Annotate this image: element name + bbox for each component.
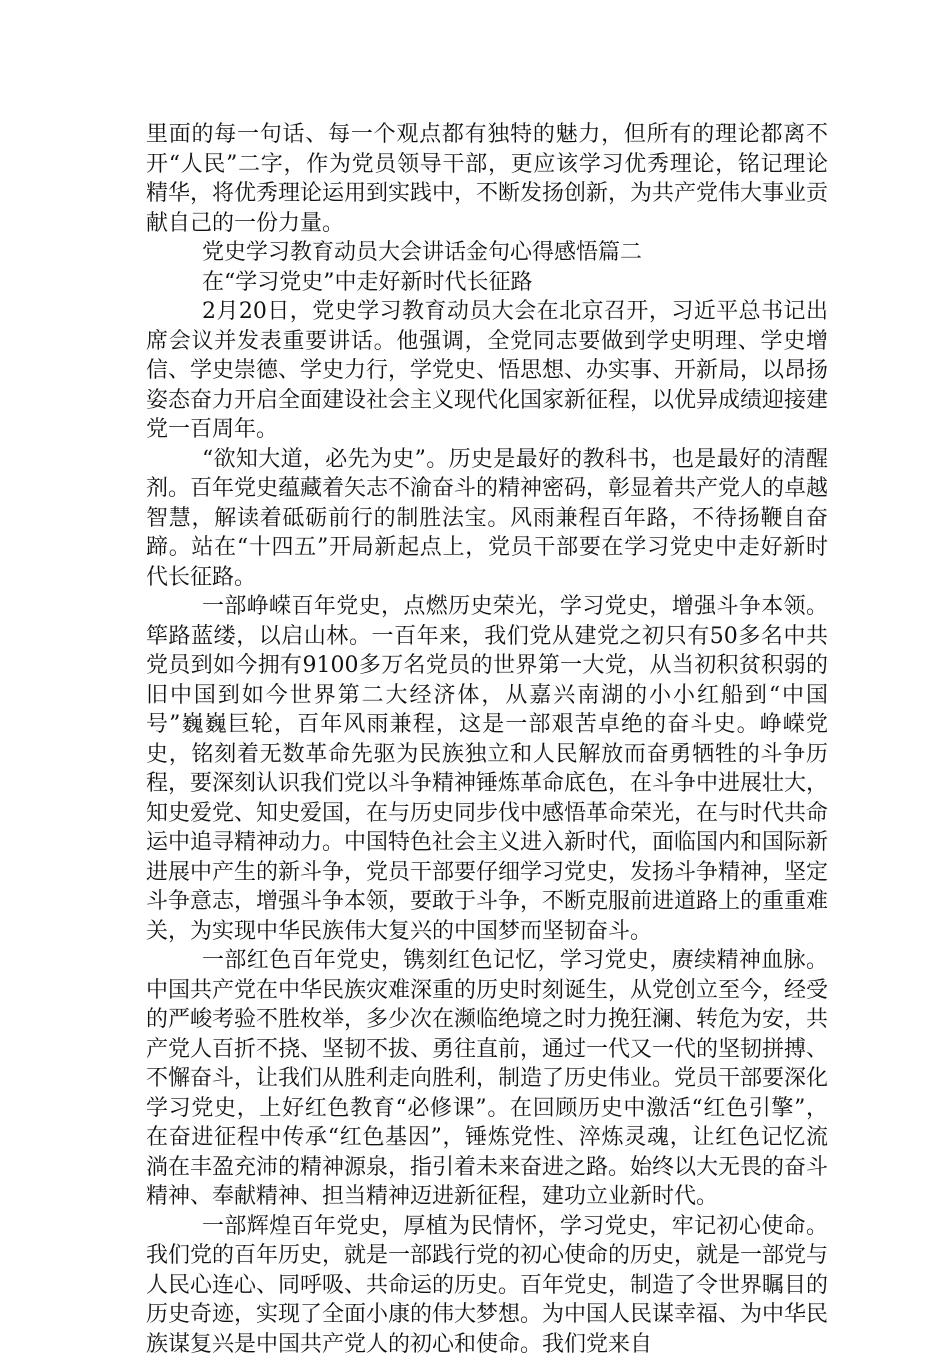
paragraph-struggle: 一部峥嵘百年党史，点燃历史荣光，学习党史，增强斗争本领。筚路蓝缕，以启山林。一百年来，我们党从建党之初只有50多名中共党员到如今拥有9100多万名党员的世界第一大党，从当初积贫积弱的旧中国到如今世界第二大经济体，从嘉兴南湖的小小红船到“中国号”巍巍巨轮，百年风雨兼程，这是一部艰苦卓绝的奋斗史。峥嵘党史，铭刻着无数革命先驱为民族独立和人民解放而奋勇牺牲的斗争历程，要深刻认识我们党以斗争精神锤炼革命底色，在斗争中进展壮大，知史爱党、知史爱国，在与历史同步伐中感悟革命荣光，在与时代共命运中追寻精神动力。中国特色社会主义进入新时代，面临国内和国际新进展中产生的新斗争，党员干部要仔细学习党史，发扬斗争精神，坚定斗争意志，增强斗争本领，要敢于斗争，不断克服前进道路上的重重难关，为实现中华民族伟大复兴的中国梦而坚韧奋斗。 (146, 592, 828, 946)
paragraph-red-memory: 一部红色百年党史，镌刻红色记忆，学习党史，赓续精神血脉。中国共产党在中华民族灾难深重的历史时刻诞生，从党创立至今，经受的严峻考验不胜枚举，多少次在濒临绝境之时力挽狂澜、转危为安，共产党人百折不挠、坚韧不拔、勇往直前，通过一代又一代的坚韧拼搏、不懈奋斗，让我们从胜利走向胜利，制造了历史伟业。党员干部要深化学习党史，上好红色教育“必修课”。在回顾历史中激活“红色引擎”，在奋进征程中传承“红色基因”，锤炼党性、淬炼灵魂，让红色记忆流淌在丰盈充沛的精神源泉，指引着未来奋进之路。始终以大无畏的奋斗精神、奉献精神、担当精神迈进新征程，建功立业新时代。 (146, 946, 828, 1212)
paragraph-intro: 2月20日，党史学习教育动员大会在北京召开，习近平总书记出席会议并发表重要讲话。他强调，全党同志要做到学史明理、学史增信、学史崇德、学史力行，学党史、悟思想、办实事、开新局，以昂扬姿态奋力开启全面建设社会主义现代化国家新征程，以优异成绩迎接建党一百周年。 (146, 297, 828, 445)
paragraph-glorious: 一部辉煌百年党史，厚植为民情怀，学习党史，牢记初心使命。我们党的百年历史，就是一部践行党的初心使命的历史，就是一部党与人民心连心、同呼吸、共命运的历史。百年党史，制造了令世界瞩目的历史奇迹，实现了全面小康的伟大梦想。为中国人民谋幸福、为中华民族谋复兴是中国共产党人的初心和使命。我们党来自 (146, 1212, 828, 1359)
paragraph-continuation: 里面的每一句话、每一个观点都有独特的魅力，但所有的理论都离不开“人民”二字，作为党员领导干部，更应该学习优秀理论，铭记理论精华，将优秀理论运用到实践中，不断发扬创新，为共产党伟大事业贡献自己的一份力量。 (146, 120, 828, 238)
document-page (146, 120, 828, 1359)
paragraph-history: “欲知大道，必先为史”。历史是最好的教科书，也是最好的清醒剂。百年党史蕴藏着矢志不渝奋斗的精神密码，彰显着共产党人的卓越智慧，解读着砥砺前行的制胜法宝。风雨兼程百年路，不待扬鞭自奋蹄。站在“十四五”开局新起点上，党员干部要在学习党史中走好新时代长征路。 (146, 445, 828, 593)
section-title: 党史学习教育动员大会讲话金句心得感悟篇二 (146, 238, 828, 268)
article-title: 在“学习党史”中走好新时代长征路 (146, 268, 828, 298)
